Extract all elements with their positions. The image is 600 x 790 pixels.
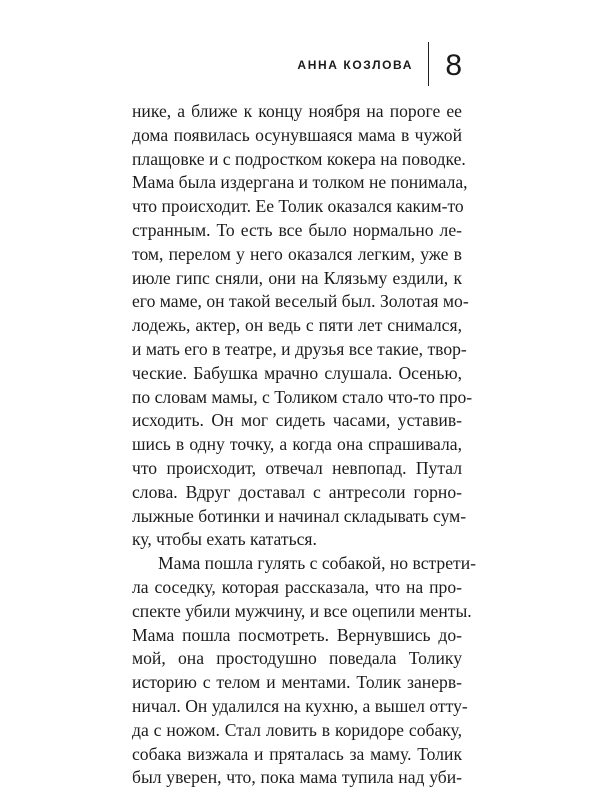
text-line: Мама была издергана и толком не понимала, (132, 172, 468, 193)
running-head (0, 50, 462, 84)
text-line: что происходит. Ее Толик оказался каким-то (132, 196, 464, 217)
text-line: лодежь, актер, он ведь с пяти лет снимался, (132, 315, 462, 336)
text-line: шись в одну точку, а когда она спрашивала, (132, 434, 462, 455)
text-line: странным. То есть все было нормально ле- (132, 219, 462, 240)
text-line: июле гипс сняли, они на Клязьму ездили, к (132, 267, 462, 288)
text-line: дома появилась осунувшаяся мама в чужой (132, 124, 462, 145)
text-line: и мать его в театре, и друзья все такие, твор- (132, 338, 467, 359)
header-divider (428, 42, 429, 86)
text-line: ческие. Бабушка мрачно слушала. Осенью, (132, 362, 462, 383)
body-text (132, 100, 476, 790)
text-line: спекте убили мужчину, и все оцепили менты. (132, 600, 472, 621)
text-line: исходить. Он мог сидеть часами, уставив- (132, 410, 462, 431)
text-line: мой, она простодушно поведала Толику (132, 648, 462, 669)
text-line: был уверен, что, пока мама тупила над уби- (132, 767, 462, 788)
text-line: собака визжала и пряталась за маму. Толик (132, 743, 462, 764)
text-line: лыжные ботинки и начинал складывать сум- (132, 505, 467, 526)
paragraph-end-line: ку, чтобы ехать кататься. (132, 529, 317, 550)
text-line: да с ножом. Стал ловить в коридоре собаку, (132, 719, 462, 740)
page-number: 8 (445, 49, 462, 82)
text-line: Мама пошла посмотреть. Вернувшись до- (132, 624, 462, 645)
text-line: ла соседку, которая рассказала, что на про- (132, 576, 462, 597)
author-name: АННА КОЗЛОВА (297, 58, 413, 72)
text-line: что происходит, отвечал невпопад. Путал (132, 457, 462, 478)
paragraph-first-line: Мама пошла гулять с собакой, но встрети- (158, 553, 476, 574)
text-line: историю с телом и ментами. Толик занерв- (132, 672, 462, 693)
text-line: ничал. Он удалился на кухню, а вышел отту- (132, 695, 468, 716)
text-line: плащовке и с подростком кокера на поводке. (132, 148, 466, 169)
text-line: том, перелом у него оказался легким, уже в (132, 243, 462, 264)
text-line: слова. Вдруг доставал с антресоли горно- (132, 481, 462, 502)
text-line: его маме, он такой веселый был. Золотая мо- (132, 291, 469, 312)
text-line: по словам мамы, с Толиком стало что-то про- (132, 386, 473, 407)
text-line: нике, а ближе к концу ноября на пороге ее (132, 101, 462, 121)
